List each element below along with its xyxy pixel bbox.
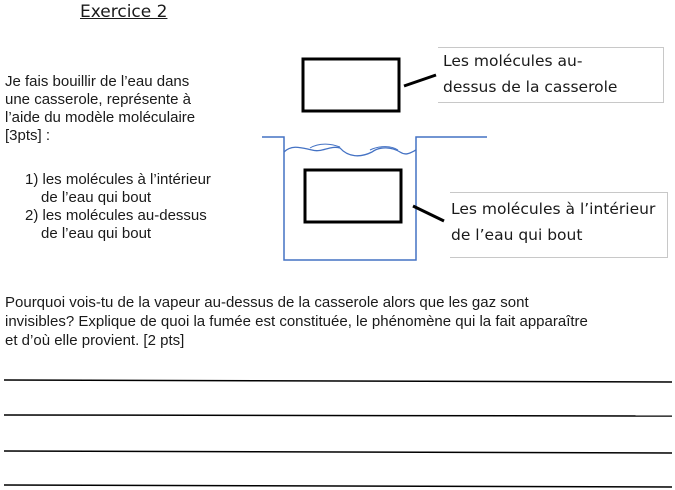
question-line: Pourquoi vois-tu de la vapeur au-dessus de la casserole alors que les gaz sont — [5, 294, 529, 311]
box-inside-water[interactable] — [305, 170, 401, 222]
answer-line[interactable] — [4, 485, 672, 487]
label-line: Les molécules à l’intérieur — [451, 200, 656, 218]
connector-line-bottom — [413, 206, 444, 221]
label-molecules-inside — [450, 192, 668, 258]
box-above-water[interactable] — [303, 59, 399, 111]
instruction-line: l’aide du modèle moléculaire — [5, 109, 196, 126]
instruction-line: une casserole, représente à — [5, 91, 191, 108]
answer-line[interactable] — [4, 380, 672, 382]
question-line: et d’où elle provient. [2 pts] — [5, 332, 185, 349]
task-item: 2) les molécules au-dessus — [25, 207, 207, 224]
answer-line[interactable] — [4, 451, 672, 453]
task-item-continuation: de l’eau qui bout — [41, 189, 152, 206]
label-line: Les molécules au- — [443, 52, 583, 70]
label-line: dessus de la casserole — [443, 78, 618, 96]
instruction-line: Je fais bouillir de l’eau dans — [5, 73, 190, 90]
connector-line-top — [404, 75, 436, 86]
label-molecules-above — [438, 47, 664, 103]
instruction-line: [3pts] : — [5, 127, 51, 144]
exercise-title: Exercice 2 — [80, 2, 168, 22]
label-line: de l’eau qui bout — [451, 226, 583, 244]
question — [5, 293, 675, 350]
question-line: invisibles? Explique de quoi la fumée est constituée, le phénomène qui la fait apparaître — [5, 313, 588, 330]
answer-line[interactable] — [4, 415, 672, 416]
task-item-continuation: de l’eau qui bout — [41, 225, 152, 242]
task-item: 1) les molécules à l’intérieur — [25, 171, 211, 188]
